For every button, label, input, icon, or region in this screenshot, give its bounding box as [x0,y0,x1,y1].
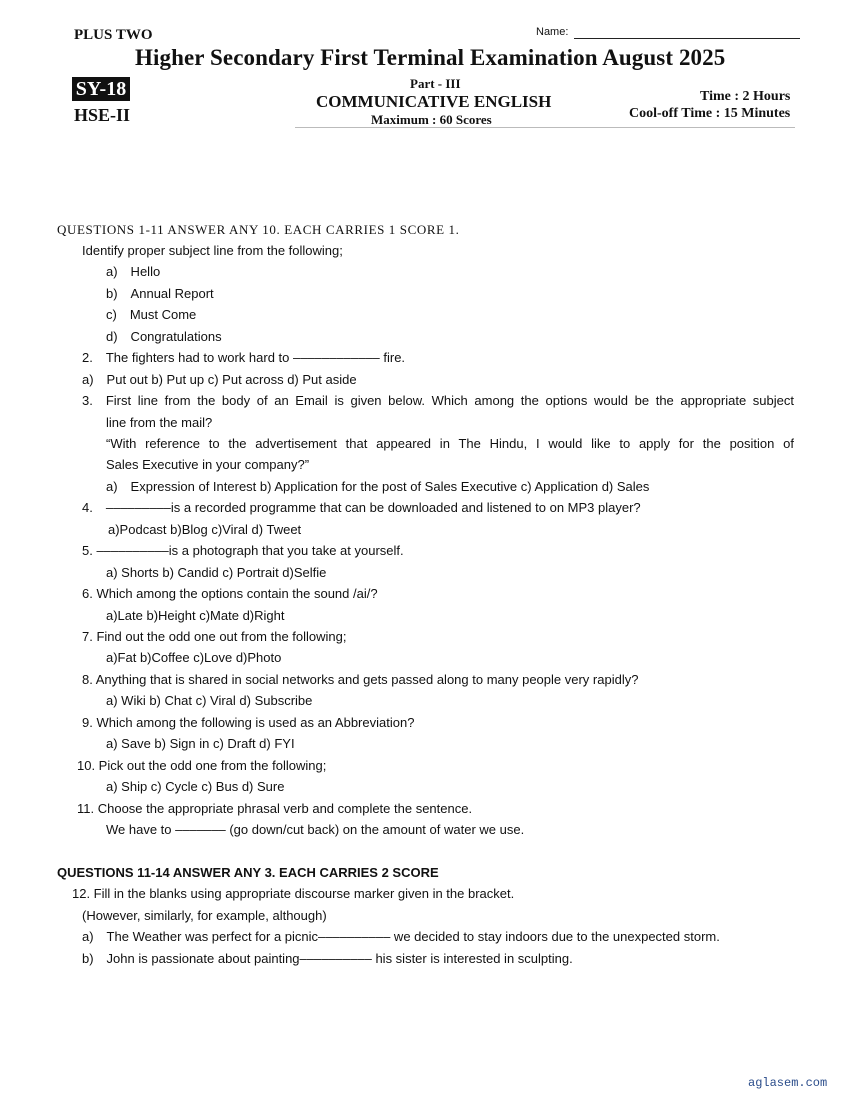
q12-part-b: b) John is passionate about painting–––––––––– his sister is interested in sculpting. [82,951,573,966]
class-label: PLUS TWO [74,27,153,43]
q9-text: 9. Which among the following is used as an Abbreviation? [82,715,415,730]
name-field-line [574,38,800,39]
part-label: Part - III [410,76,461,91]
q9-options: a) Save b) Sign in c) Draft d) FYI [106,736,295,751]
q3-text-line1: 3. First line from the body of an Email is given below. Which among the options would be the appropriate subject [82,393,794,408]
q2-text: 2. The fighters had to work hard to –––––––––––– fire. [82,350,406,365]
q10-text: 10. Pick out the odd one from the following; [77,758,327,773]
source-watermark: aglasem.com [748,1076,828,1090]
subject-title: COMMUNICATIVE ENGLISH [316,92,552,111]
q2-options: a) Put out b) Put up c) Put across d) Put aside [82,372,357,387]
q12-text: 12. Fill in the blanks using appropriate discourse marker given in the bracket. [72,886,515,901]
q11-text: 11. Choose the appropriate phrasal verb and complete the sentence. [77,801,473,816]
q1-option-a: a) Hello [106,264,161,279]
q8-options: a) Wiki b) Chat c) Viral d) Subscribe [106,693,313,708]
name-label: Name: [536,26,569,38]
q12-part-a: a) The Weather was perfect for a picnic–––––––––– we decided to stay indoors due to the unexpected storm. [82,929,720,944]
q7-options: a)Fat b)Coffee c)Love d)Photo [106,650,282,665]
q8-text: 8. Anything that is shared in social networks and gets passed along to many people very rapidly? [82,672,639,687]
q10-options: a) Ship c) Cycle c) Bus d) Sure [106,779,285,794]
q5-text: 5. ––––––––––is a photograph that you take at yourself. [82,543,404,558]
q1-text: Identify proper subject line from the following; [82,243,343,258]
q12-bracket: (However, similarly, for example, although) [82,908,327,923]
hse-label: HSE-II [74,105,131,125]
q5-options: a) Shorts b) Candid c) Portrait d)Selfie [106,565,327,580]
q11-sentence: We have to ––––––– (go down/cut back) on the amount of water we use. [106,822,525,837]
paper-code-badge: SY-18 [72,77,130,101]
max-score: Maximum : 60 Scores [371,112,492,127]
q4-options: a)Podcast b)Blog c)Viral d) Tweet [108,522,302,537]
q1-option-c: c) Must Come [106,307,197,322]
q3-options: a) Expression of Interest b) Application for the post of Sales Executive c) Application d) Sales [106,479,650,494]
q1-option-b: b) Annual Report [106,286,214,301]
q3-quote-line2: Sales Executive in your company?” [106,457,310,472]
header-rule [295,127,795,128]
q6-text: 6. Which among the options contain the sound /ai/? [82,586,378,601]
q4-text: 4. –––––––––is a recorded programme that can be downloaded and listened to on MP3 player? [82,500,641,515]
section-2-heading: QUESTIONS 11-14 ANSWER ANY 3. EACH CARRIES 2 SCORE [57,865,439,880]
q3-text-line2: line from the mail? [106,415,213,430]
q1-option-d: d) Congratulations [106,329,222,344]
section-1-heading: QUESTIONS 1-11 ANSWER ANY 10. EACH CARRIES 1 SCORE 1. [57,222,460,237]
q7-text: 7. Find out the odd one out from the following; [82,629,347,644]
time-allowed: Time : 2 Hours [700,89,791,104]
exam-title: Higher Secondary First Terminal Examination August 2025 [135,45,726,70]
q3-quote-line1: “With reference to the advertisement that appeared in The Hindu, I would like to apply for the position of [106,436,794,451]
q6-options: a)Late b)Height c)Mate d)Right [106,608,285,623]
cooloff-time: Cool-off Time : 15 Minutes [629,106,791,121]
